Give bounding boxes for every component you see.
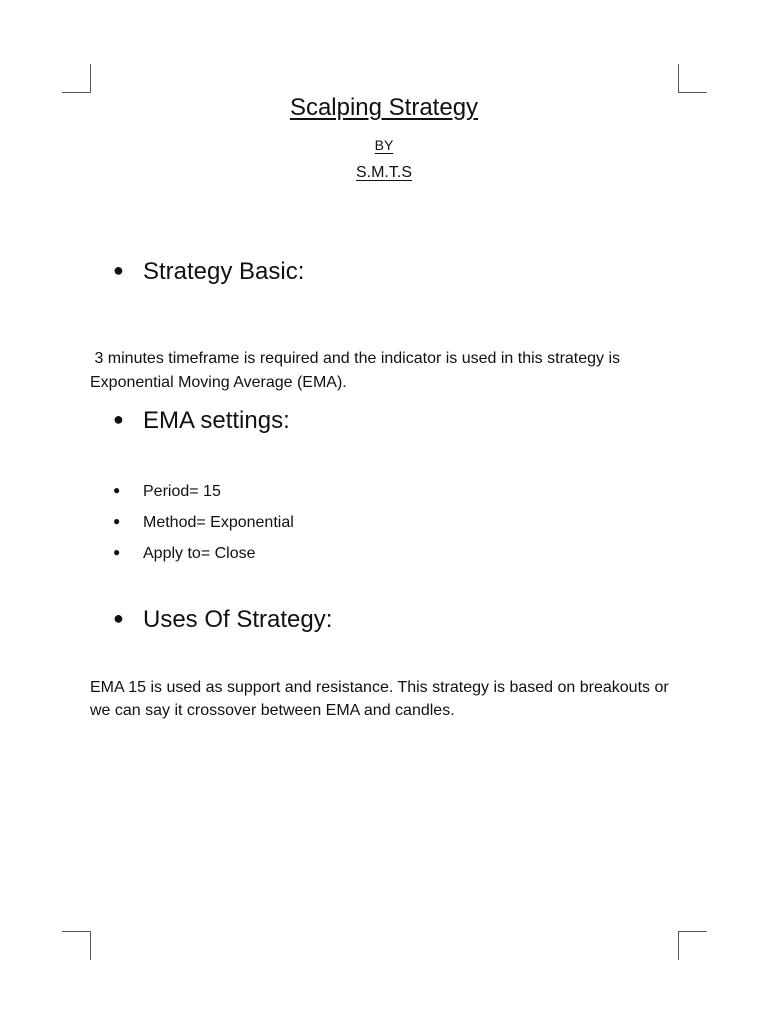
author-name: S.M.T.S [355,164,412,181]
list-item [113,542,294,573]
bullet-icon: ● [113,545,121,559]
list-item-text: Apply to= Close [143,545,256,562]
crop-mark-bottom-left [62,931,91,960]
bullet-icon: ● [113,514,121,528]
ema-settings-list [113,480,294,573]
paragraph-uses-of-strategy: EMA 15 is used as support and resistance. This strategy is based on breakouts or we can say it crossover between EMA and candles. [90,679,669,719]
crop-mark-top-right [678,64,707,93]
bullet-icon: ● [113,483,121,497]
document-title: Scalping Strategy [289,94,479,121]
crop-mark-bottom-right [678,931,707,960]
byline: BY [374,137,394,153]
heading-ema-settings [113,407,290,435]
list-item [113,480,294,511]
heading-label: EMA settings: [143,407,290,434]
bullet-icon: ● [113,260,124,280]
list-item [113,511,294,542]
bullet-icon: ● [113,409,124,429]
heading-strategy-basic [113,258,304,286]
heading-label: Uses Of Strategy: [143,606,333,633]
list-item-text: Period= 15 [143,483,221,500]
list-item-text: Method= Exponential [143,514,294,531]
heading-uses-of-strategy [113,606,332,634]
bullet-icon: ● [113,608,124,628]
heading-label: Strategy Basic: [143,258,305,285]
crop-mark-top-left [62,64,91,93]
paragraph-strategy-basic: 3 minutes timeframe is required and the indicator is used in this strategy is Exponential Moving Average (EMA). [90,350,625,391]
